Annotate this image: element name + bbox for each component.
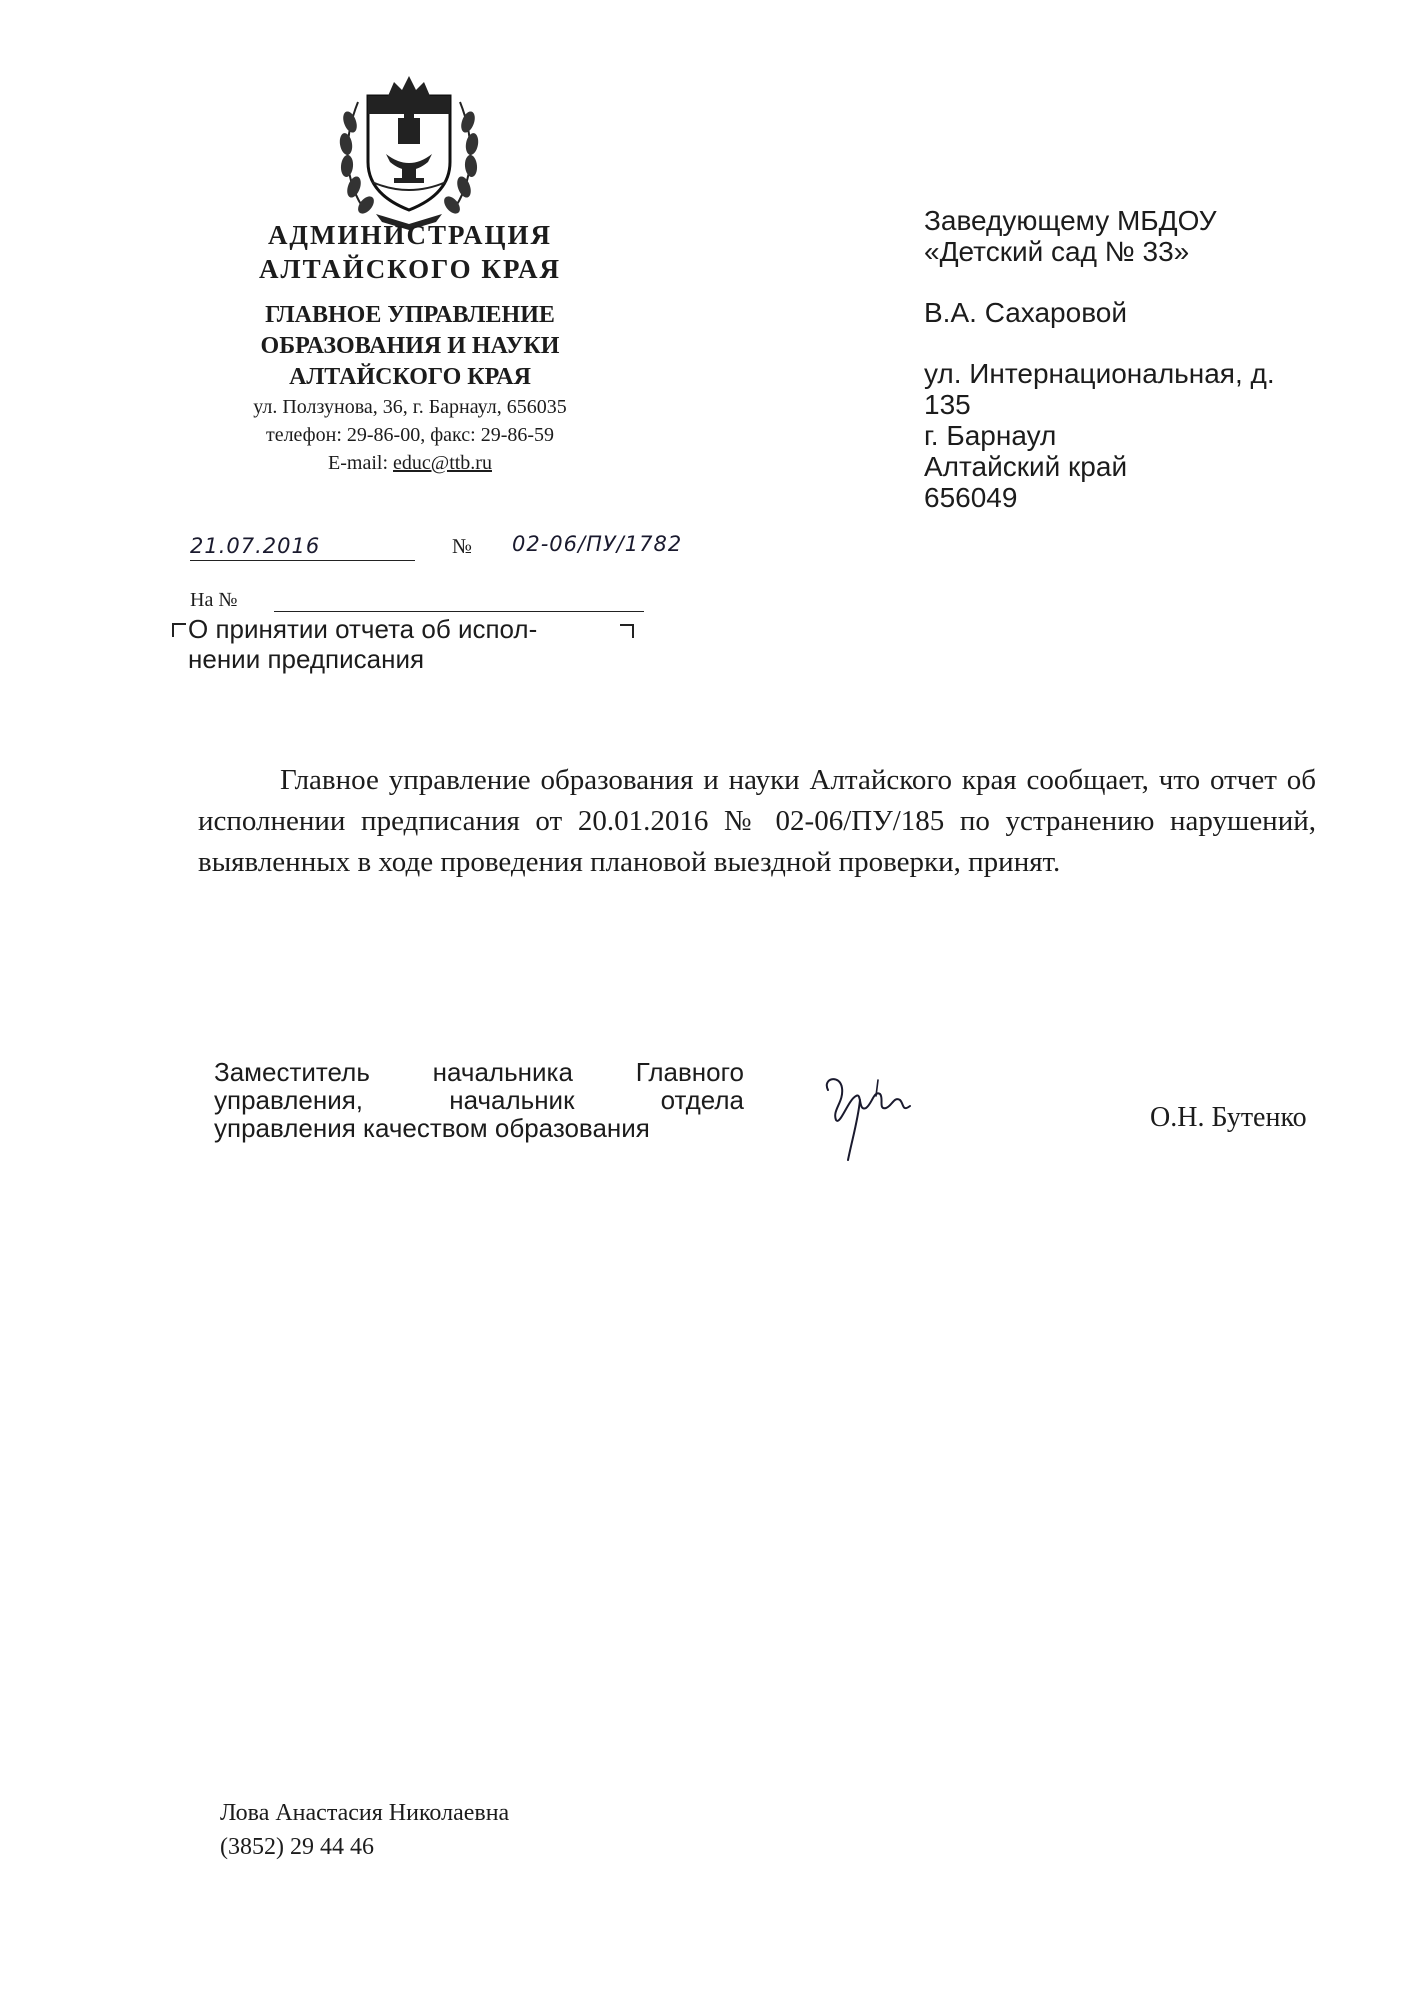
dept-name-line3: АЛТАЙСКОГО КРАЯ: [289, 364, 531, 390]
addressee-block: [924, 205, 1344, 513]
addressee-house: 135: [924, 389, 971, 420]
org-name-line1: АДМИНИСТРАЦИЯ: [267, 220, 553, 250]
email-label: E-mail:: [328, 452, 394, 474]
addressee-position-line2: «Детский сад № 33»: [924, 236, 1190, 267]
signer-title: [214, 1058, 744, 1142]
handwritten-number: 02-06/ПУ/1782: [512, 532, 683, 556]
reference-label: На №: [190, 589, 238, 611]
dept-name-line2: ОБРАЗОВАНИЯ И НАУКИ: [260, 333, 560, 359]
signer-title-line1: Заместитель начальника Главного: [214, 1057, 744, 1087]
subject-block: [172, 614, 652, 674]
addressee-region: Алтайский край: [924, 451, 1128, 482]
sender-phone: телефон: 29-86-00, факс: 29-86-59: [265, 424, 555, 446]
org-name-line2: АЛТАЙСКОГО КРАЯ: [258, 254, 562, 284]
addressee-name: В.А. Сахаровой: [924, 297, 1127, 328]
signer-title-line3: управления качеством образования: [214, 1113, 650, 1143]
addressee-city: г. Барнаул: [924, 420, 1057, 451]
subject-line1: О принятии отчета об испол-: [188, 614, 538, 644]
sender-email: [200, 449, 620, 477]
subject-bracket-right: [620, 624, 634, 638]
number-sign: №: [452, 534, 473, 558]
executor-block: [220, 1796, 509, 1864]
executor-phone: (3852) 29 44 46: [220, 1834, 374, 1860]
handwritten-signature: [818, 1060, 918, 1165]
signer-name: О.Н. Бутенко: [1150, 1102, 1307, 1133]
addressee-street: ул. Интернациональная, д.: [924, 358, 1275, 389]
date-underline: [190, 560, 415, 561]
subject-bracket-left: [172, 623, 186, 637]
body-paragraph: Главное управление образования и науки Алтайского края сообщает, что отчет об исполнении предписания от 20.01.2016 № 02-06/ПУ/185 по устранению нарушений, выявленных в ходе проведения плановой выездной проверки, принят.: [198, 764, 1316, 878]
addressee-zip: 656049: [924, 482, 1018, 513]
email-value: educ@ttb.ru: [393, 452, 492, 474]
letter-body: [198, 760, 1316, 883]
sender-address: ул. Ползунова, 36, г. Барнаул, 656035: [253, 396, 567, 418]
handwritten-date: 21.07.2016: [190, 534, 321, 558]
registration-line: [190, 532, 715, 572]
sender-header: [200, 218, 620, 477]
addressee-position-line1: Заведующему МБДОУ: [924, 205, 1217, 236]
signer-title-line2: управления, начальник отдела: [214, 1085, 744, 1115]
subject-line2: нении предписания: [188, 644, 425, 674]
executor-name: Лова Анастасия Николаевна: [220, 1800, 510, 1826]
reference-underline: [274, 611, 644, 612]
dept-name-line1: ГЛАВНОЕ УПРАВЛЕНИЕ: [265, 302, 555, 328]
coat-of-arms-emblem: [336, 62, 482, 230]
